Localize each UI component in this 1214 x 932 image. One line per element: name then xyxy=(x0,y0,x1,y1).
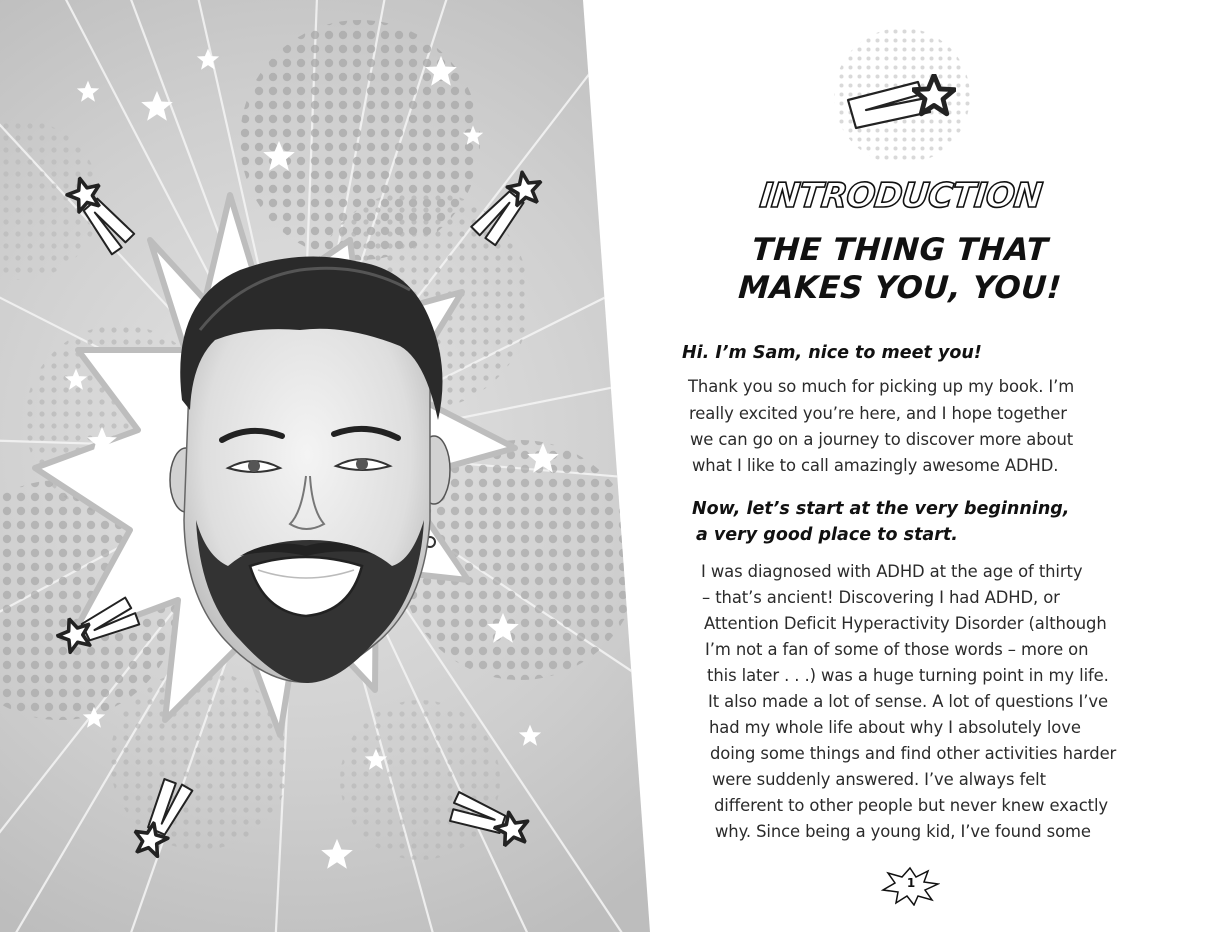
paragraph-line: I’m not a fan of some of those words – more on xyxy=(705,640,1089,659)
section-heading: a very good place to start. xyxy=(696,525,958,545)
paragraph-line: Thank you so much for picking up my book. I’m xyxy=(688,377,1075,396)
paragraph-line: had my whole life about why I absolutely love xyxy=(709,718,1081,737)
paragraph-line: – that’s ancient! Discovering I had ADHD, or xyxy=(702,588,1060,607)
paragraph-line: doing some things and find other activities harder xyxy=(710,744,1117,763)
paragraph-line: were suddenly answered. I’ve always felt xyxy=(712,770,1046,789)
page-number: 1 xyxy=(906,876,916,890)
section-heading: Now, let’s start at the very beginning, xyxy=(692,499,1070,519)
paragraph-line: what I like to call amazingly awesome ADHD. xyxy=(692,456,1059,475)
paragraph-line: we can go on a journey to discover more about xyxy=(690,430,1074,449)
paragraph-line: different to other people but never knew exactly xyxy=(714,796,1109,815)
section-heading: Hi. I’m Sam, nice to meet you! xyxy=(682,343,982,363)
paragraph-line: why. Since being a young kid, I’ve found some xyxy=(715,822,1091,841)
paragraph-line: It also made a lot of sense. A lot of questions I’ve xyxy=(708,692,1108,711)
paragraph-line: really excited you’re here, and I hope together xyxy=(689,404,1067,423)
paragraph-line: this later . . .) was a huge turning point in my life. xyxy=(707,666,1109,685)
paragraph-line: Attention Deficit Hyperactivity Disorder (although xyxy=(704,614,1107,633)
paragraph-line: I was diagnosed with ADHD at the age of thirty xyxy=(701,562,1083,581)
page-title-line-1: THE THING THAT xyxy=(750,232,1050,268)
chapter-label: INTRODUCTION xyxy=(757,176,1044,216)
page-title-line-2: MAKES YOU, YOU! xyxy=(737,270,1063,306)
